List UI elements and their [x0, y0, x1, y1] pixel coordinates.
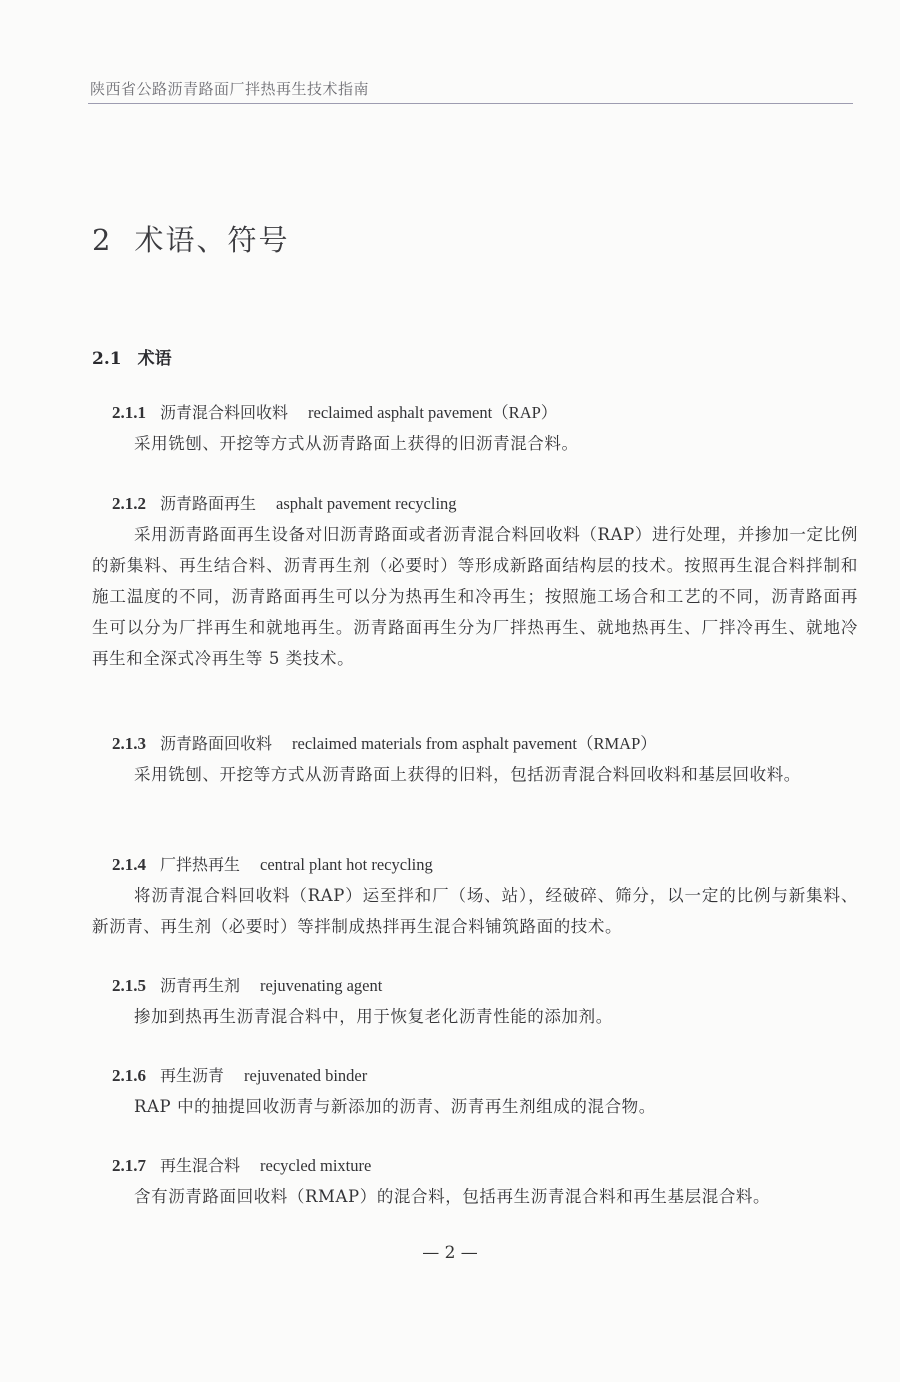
term-2-1-2: [92, 489, 858, 674]
term-chinese: 沥青路面再生: [160, 494, 257, 513]
term-2-1-4: [92, 850, 858, 942]
term-definition: RAP 中的抽提回收沥青与新添加的沥青、沥青再生剂组成的混合物。: [134, 1097, 656, 1116]
term-english: asphalt pavement recycling: [276, 494, 457, 513]
term-number: 2.1.5: [112, 976, 146, 995]
term-number: 2.1.6: [112, 1066, 146, 1085]
term-definition: 采用铣刨、开挖等方式从沥青路面上获得的旧料，包括沥青混合料回收料和基层回收料。: [134, 765, 801, 784]
section-number: 2.1: [92, 349, 122, 369]
term-number: 2.1.3: [112, 734, 146, 753]
chapter-title: [92, 218, 289, 259]
chapter-title-text: 术语、符号: [134, 223, 290, 257]
term-definition: 将沥青混合料回收料（RAP）运至拌和厂（场、站），经破碎、筛分，以一定的比例与新集料、新沥青、再生剂（必要时）等拌制成热拌再生混合料铺筑路面的技术。: [92, 886, 858, 936]
term-2-1-1: [92, 398, 858, 459]
term-heading: [92, 398, 858, 428]
running-header: 陕西省公路沥青路面厂拌热再生技术指南: [90, 80, 370, 98]
term-english: rejuvenated binder: [244, 1066, 368, 1085]
term-2-1-6: [92, 1061, 858, 1122]
term-definition: 采用铣刨、开挖等方式从沥青路面上获得的旧沥青混合料。: [134, 434, 579, 453]
term-heading: [92, 1151, 858, 1181]
term-number: 2.1.7: [112, 1156, 146, 1175]
term-2-1-7: [92, 1151, 858, 1212]
term-number: 2.1.1: [112, 403, 146, 422]
section-title-text: 术语: [137, 349, 172, 369]
term-number: 2.1.2: [112, 494, 146, 513]
term-2-1-3: [92, 729, 858, 790]
header-rule: [88, 103, 853, 104]
term-chinese: 再生混合料: [160, 1156, 241, 1175]
term-number: 2.1.4: [112, 855, 146, 874]
term-chinese: 沥青再生剂: [160, 976, 241, 995]
term-definition: 采用沥青路面再生设备对旧沥青路面或者沥青混合料回收料（RAP）进行处理，并掺加一定比例的新集料、再生结合料、沥青再生剂（必要时）等形成新路面结构层的技术。按照再生混合料拌制和施工温度的不同，沥青路面再生可以分为热再生和冷再生；按照施工场合和工艺的不同，沥青路面再生可以分为厂拌再生和就地再生。沥青路面再生分为厂拌热再生、就地热再生、厂拌冷再生、就地冷再生和全深式冷再生等 5 类技术。: [92, 525, 858, 668]
term-chinese: 再生沥青: [160, 1066, 225, 1085]
term-english: reclaimed asphalt pavement（RAP）: [308, 403, 558, 422]
term-heading: [92, 1061, 858, 1091]
term-chinese: 厂拌热再生: [160, 855, 241, 874]
term-heading: [92, 971, 858, 1001]
term-2-1-5: [92, 971, 858, 1032]
term-definition: 掺加到热再生沥青混合料中，用于恢复老化沥青性能的添加剂。: [134, 1007, 613, 1026]
term-heading: [92, 729, 858, 759]
chapter-number: 2: [92, 223, 113, 257]
term-english: central plant hot recycling: [260, 855, 433, 874]
term-english: reclaimed materials from asphalt pavement（RMAP）: [292, 734, 657, 753]
section-title: [92, 344, 172, 369]
term-heading: [92, 489, 858, 519]
term-english: recycled mixture: [260, 1156, 372, 1175]
term-english: rejuvenating agent: [260, 976, 383, 995]
term-chinese: 沥青路面回收料: [160, 734, 273, 753]
term-definition: 含有沥青路面回收料（RMAP）的混合料，包括再生沥青混合料和再生基层混合料。: [134, 1187, 771, 1206]
page-number: — 2 —: [422, 1243, 478, 1263]
term-chinese: 沥青混合料回收料: [160, 403, 289, 422]
term-heading: [92, 850, 858, 880]
